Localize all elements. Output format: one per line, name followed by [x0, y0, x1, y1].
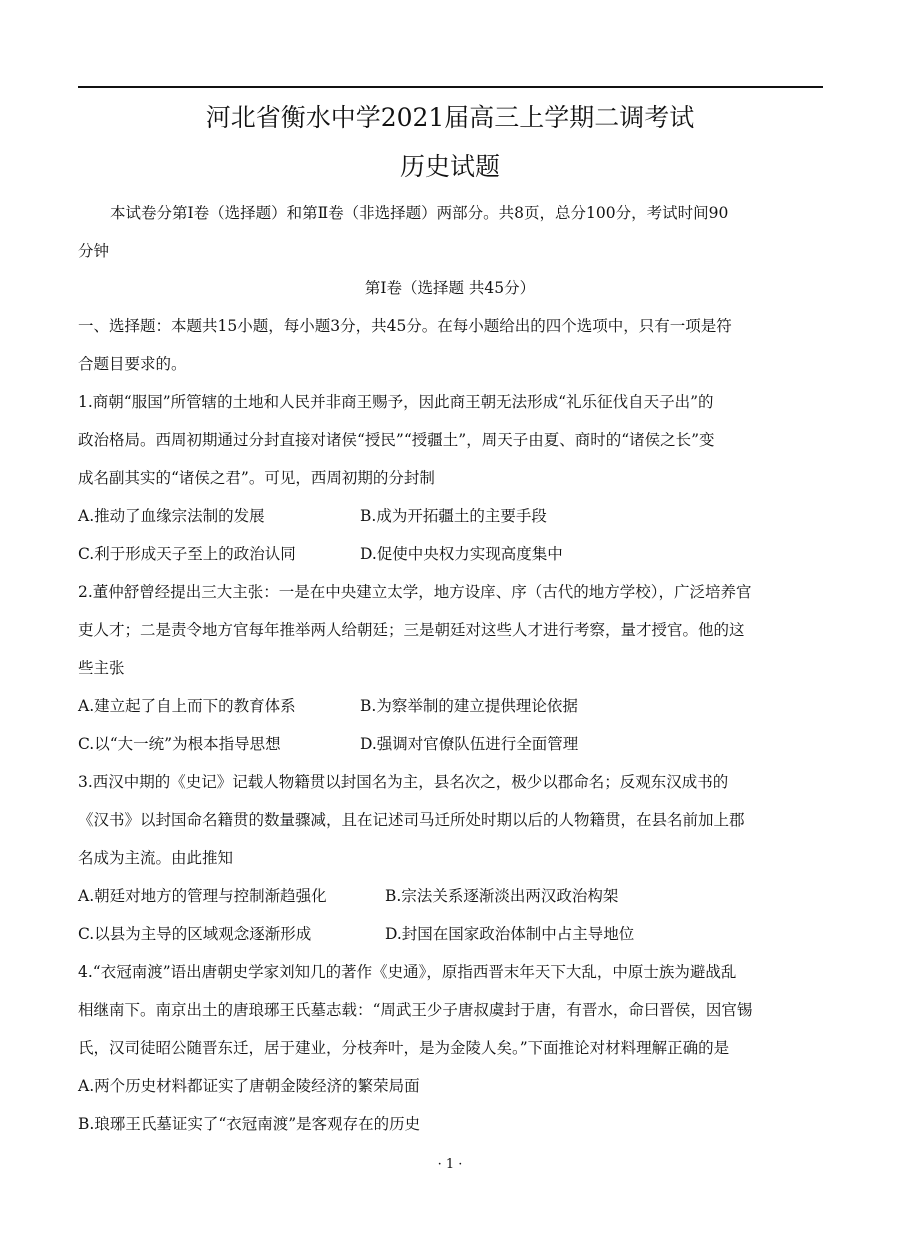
q1-stem-3: 成名副其实的“诸侯之君”。可见，西周初期的分封制 — [78, 469, 435, 487]
top-rule — [78, 86, 823, 88]
q3-option-b: B.宗法关系逐渐淡出两汉政治构架 — [385, 887, 619, 905]
page-number: · 1 · — [437, 1157, 463, 1172]
intro-line-2: 分钟 — [78, 242, 110, 260]
q1-stem-1: 1.商朝“服国”所管辖的土地和人民并非商王赐予，因此商王朝无法形成“礼乐征伐自天子出”的 — [78, 393, 714, 411]
q1-option-c: C.利于形成天子至上的政治认同 — [78, 545, 296, 563]
q3-stem-3: 名成为主流。由此推知 — [78, 849, 234, 867]
q3-stem-1: 3.西汉中期的《史记》记载人物籍贯以封国名为主，县名次之，极少以郡命名；反观东汉成书的 — [78, 773, 729, 791]
q4-option-b: B.琅琊王氏墓证实了“衣冠南渡”是客观存在的历史 — [78, 1115, 421, 1133]
section-instruction-1: 一、选择题：本题共15小题，每小题3分，共45分。在每小题给出的四个选项中，只有一项是符 — [78, 317, 732, 335]
intro-line-1: 本试卷分第Ⅰ卷（选择题）和第Ⅱ卷（非选择题）两部分。共8页，总分100分，考试时间90 — [110, 204, 729, 222]
section-instruction-2: 合题目要求的。 — [78, 355, 187, 373]
exam-title: 河北省衡水中学2021届高三上学期二调考试 — [205, 103, 695, 132]
q1-stem-2: 政治格局。西周初期通过分封直接对诸侯“授民”“授疆土”，周天子由夏、商时的“诸侯之长”变 — [78, 431, 715, 449]
q2-option-c: C.以“大一统”为根本指导思想 — [78, 735, 281, 753]
q2-stem-2: 吏人才；二是责令地方官每年推举两人给朝廷；三是朝廷对这些人才进行考察，量才授官。他的这 — [78, 621, 745, 639]
q2-option-d: D.强调对官僚队伍进行全面管理 — [360, 735, 579, 753]
q3-stem-2: 《汉书》以封国命名籍贯的数量骤减，且在记述司马迁所处时期以后的人物籍贯，在县名前加上郡 — [78, 811, 745, 829]
exam-subtitle: 历史试题 — [399, 152, 500, 181]
q3-option-c: C.以县为主导的区域观念逐渐形成 — [78, 925, 312, 943]
q3-option-a: A.朝廷对地方的管理与控制渐趋强化 — [78, 887, 327, 905]
q4-option-a: A.两个历史材料都证实了唐朝金陵经济的繁荣局面 — [78, 1077, 420, 1095]
q2-stem-3: 些主张 — [78, 659, 125, 677]
q1-option-a: A.推动了血缘宗法制的发展 — [78, 507, 265, 525]
q1-option-b: B.成为开拓疆土的主要手段 — [360, 507, 547, 525]
q1-option-d: D.促使中央权力实现高度集中 — [360, 545, 563, 563]
q4-stem-3: 氏，汉司徒昭公随晋东迁，居于建业，分枝奔叶，是为金陵人矣。”下面推论对材料理解正确的是 — [78, 1039, 730, 1057]
section-heading: 第Ⅰ卷（选择题 共45分） — [364, 279, 536, 297]
q2-stem-1: 2.董仲舒曾经提出三大主张：一是在中央建立太学，地方设庠、序（古代的地方学校），广泛培养官 — [78, 583, 752, 601]
q2-option-a: A.建立起了自上而下的教育体系 — [78, 697, 296, 715]
q4-stem-1: 4.“衣冠南渡”语出唐朝史学家刘知几的著作《史通》，原指西晋末年天下大乱，中原士族为避战乱 — [78, 963, 737, 981]
q3-option-d: D.封国在国家政治体制中占主导地位 — [385, 925, 635, 943]
q4-stem-2: 相继南下。南京出土的唐琅琊王氏墓志载：“周武王少子唐叔虞封于唐，有晋水，命曰晋侯，因官锡 — [78, 1001, 753, 1019]
q2-option-b: B.为察举制的建立提供理论依据 — [360, 697, 578, 715]
